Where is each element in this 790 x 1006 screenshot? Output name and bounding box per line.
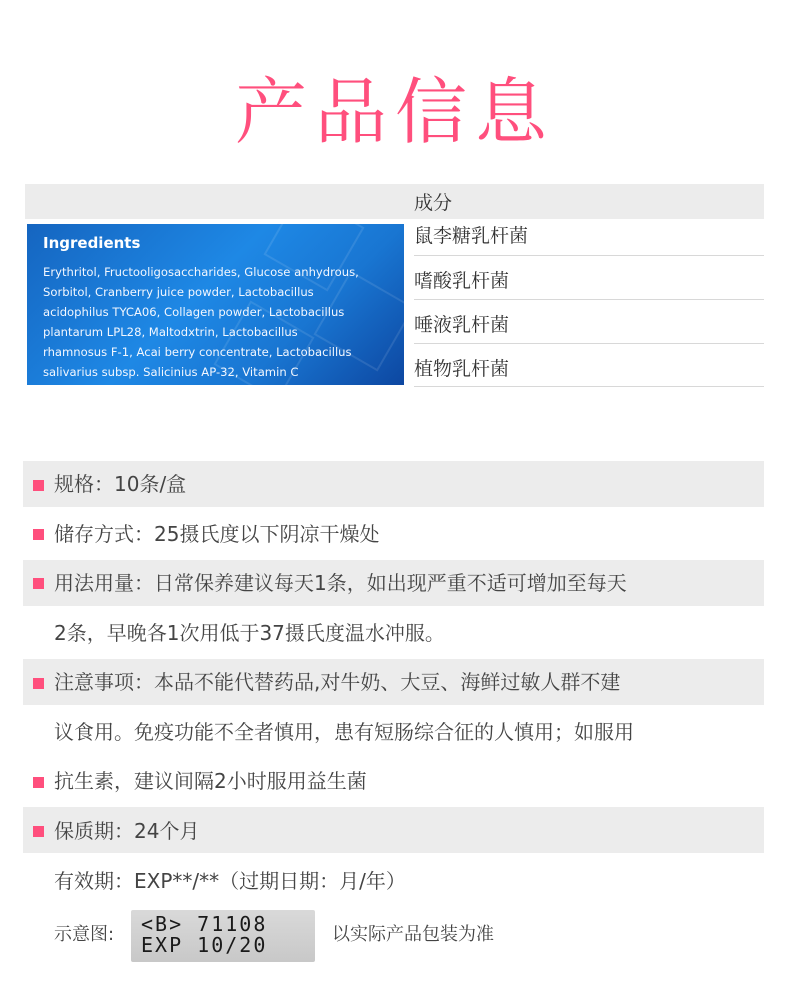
ingredients-panel-title: Ingredients [43,234,141,252]
notes-text-line2: 议食用。免疫功能不全者慎用，患有短肠综合征的人慎用；如服用 [54,720,634,744]
bullet-icon [33,777,44,788]
ingredients-line: acidophilus TYCA06, Collagen powder, Lactobacillus [43,305,345,319]
divider [414,386,764,387]
ingredients-line: plantarum LPL28, Maltodxtrin, Lactobacillus [43,325,298,339]
storage-text: 储存方式：25摄氏度以下阴凉干燥处 [54,522,380,546]
sample-label: 示意图: [54,924,115,945]
bullet-icon [33,678,44,689]
ingredients-line: Erythritol, Fructooligosaccharides, Glucose anhydrous, [43,265,359,279]
page-title: 产品信息 [234,70,555,154]
bullet-icon [33,480,44,491]
sample-note: 以实际产品包装为准 [332,924,494,945]
ingredients-panel [27,224,404,385]
spec-text: 规格：10条/盒 [54,472,187,496]
expiry-text: 有效期：EXP**/**（过期日期：月/年） [54,869,406,893]
ingredient-item [414,308,764,352]
bullet-icon [33,529,44,540]
ingredient-item [414,264,764,308]
bullet-icon [33,826,44,837]
notes-text-line3: 抗生素，建议间隔2小时服用益生菌 [54,769,367,793]
shelf-life-text: 保质期：24个月 [54,819,200,843]
stamp-line: EXP 10/20 [141,933,268,957]
bullet-icon [33,578,44,589]
ingredients-line: rhamnosus F-1, Acai berry concentrate, Lactobacillus [43,345,352,359]
ingredients-line: salivarius subsp. Salicinius AP-32, Vitamin C [43,365,299,379]
ingredients-header: 成分 [414,192,453,214]
ingredient-item-label: 鼠李糖乳杆菌 [414,225,529,247]
ingredients-header-bar [25,184,764,219]
ingredient-item-label: 植物乳杆菌 [414,358,510,380]
stamp-line: <B> 71108 [141,912,268,936]
expiry-stamp-sample [131,910,315,962]
ingredient-item-label: 嗜酸乳杆菌 [414,270,510,292]
usage-text-line2: 2条，早晚各1次用低于37摄氏度温水冲服。 [54,621,445,645]
ingredient-item [414,352,764,396]
ingredients-panel-text [43,262,393,382]
ingredient-item [414,220,764,264]
divider [414,343,764,344]
divider [414,255,764,256]
divider [414,299,764,300]
ingredients-line: Sorbitol, Cranberry juice powder, Lactobacillus [43,285,314,299]
usage-text-line1: 用法用量：日常保养建议每天1条，如出现严重不适可增加至每天 [54,571,627,595]
notes-text-line1: 注意事项：本品不能代替药品,对牛奶、大豆、海鲜过敏人群不建 [54,670,621,694]
ingredient-item-label: 唾液乳杆菌 [414,314,510,336]
